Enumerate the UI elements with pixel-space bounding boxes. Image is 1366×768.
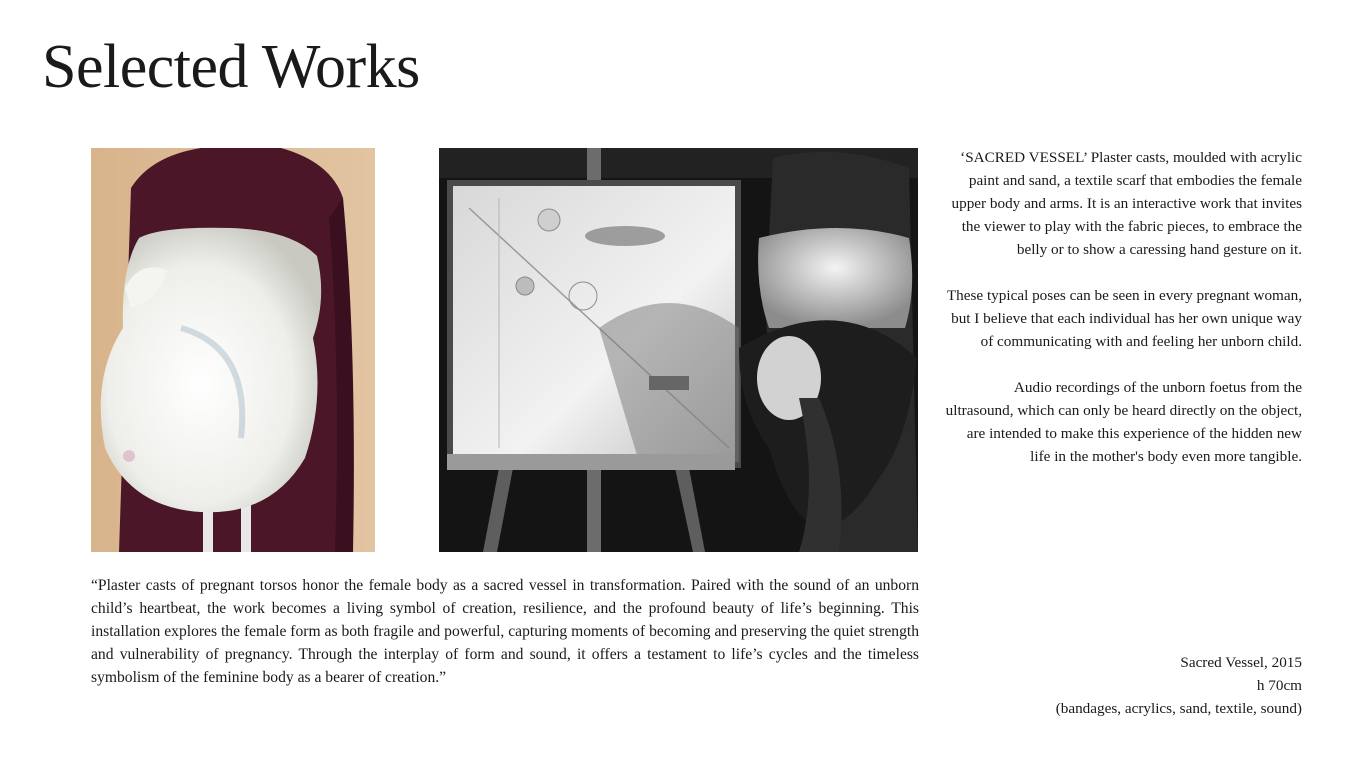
work-caption [960,651,1302,720]
description-paragraph-2: These typical poses can be seen in every pregnant woman, but I believe that each individual has her own unique way of communicating with and feeling her unborn child. [946,287,1302,350]
plaster-cast-torso-photo [91,148,375,552]
page-title: Selected Works [42,33,420,101]
description-paragraph-3: Audio recordings of the unborn foetus from the ultrasound, which can only be heard directly on the object, are intended to make this experience of the hidden new life in the mother's body even more tangible. [945,379,1302,465]
caption-title-year: Sacred Vessel, 2015 [1180,654,1302,671]
caption-dimensions: h 70cm [1256,677,1302,694]
artist-quote: “Plaster casts of pregnant torsos honor the female body as a sacred vessel in transformation. Paired with the sound of an unborn child’s heartbeat, the work becomes a living symbol of creation, resilience, and the profound beauty of life’s beginning. This installation explores the female form as both fragile and powerful, capturing moments of becoming and preserving the quiet strength and vulnerability of pregnancy. Through the interplay of form and sound, it offers a testament to life’s cycles and the timeless symbolism of the feminine body as a bearer of creation.” [91,577,919,686]
work-description [944,146,1302,491]
description-paragraph-1: ‘SACRED VESSEL’ Plaster casts, moulded with acrylic paint and sand, a textile scarf that embodies the female upper body and arms. It is an interactive work that invites the viewer to play with the fabric pieces, to embrace the belly or to show a caressing hand gesture on it. [951,149,1302,258]
caption-materials: (bandages, acrylics, sand, textile, sound) [1055,700,1302,717]
installation-photo [439,148,918,552]
